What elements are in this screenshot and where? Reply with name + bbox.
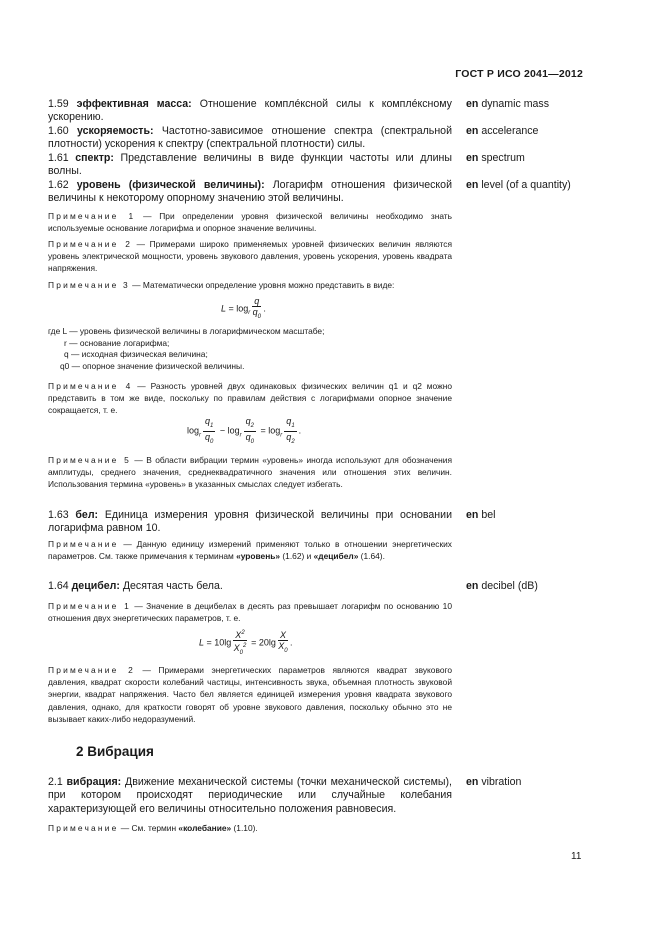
entry-number: 1.63: [48, 509, 69, 521]
section-title: 2 Вибрация: [76, 744, 154, 759]
formula-level-definition: $L = \log_r$ $\frac{q}{q_0}$ .: [221, 296, 266, 320]
entry-1-60: [48, 125, 452, 152]
entry-term: эффективная масса:: [76, 98, 192, 110]
entry-1-63: [48, 509, 452, 536]
en-equivalent-1-60: en accelerance: [466, 125, 539, 137]
en-equivalent-2-1: en vibration: [466, 776, 522, 788]
entry-number: 1.62: [48, 179, 69, 191]
entry-definition: Движение механической системы (точки механической системы), при котором происходят периодические или случайные колебания характеризующей его величины относительно положения равновесия.: [48, 776, 452, 815]
note-1-62-5: Примечание 5 — В области вибрации термин «уровень» иногда используют для обозначения амплитуды, среднего значения, среднеквадратичного значения или отношения этих величин. Использования термина «уровень» в указанных смыслах следует избегать.: [48, 455, 453, 490]
entry-number: 1.64: [48, 580, 69, 592]
entry-term: уровень (физической величины):: [76, 179, 265, 191]
page-number: 11: [571, 851, 582, 862]
entry-definition: Единица измерения уровня физической величины при основании логарифма равном 10.: [48, 509, 452, 535]
entry-term: ускоряемость:: [76, 125, 154, 137]
note-1-62-4: Примечание 4 — Разность уровней двух одинаковых физических величин q1 и q2 можно представить в том же виде, поскольку по правилам действия с логарифмами опорное значение сокращается, т. е.: [48, 381, 452, 416]
note-1-63: Примечание — Данную единицу измерений применяют только в отношении энергетических параметров. См. также примечания к терминам «уровень» (1.62) и «децибел» (1.64).: [48, 539, 452, 562]
en-equivalent-1-64: en decibel (dB): [466, 580, 538, 592]
entry-number: 2.1: [48, 776, 63, 788]
en-equivalent-1-59: en dynamic mass: [466, 98, 550, 110]
entry-1-64: [48, 580, 452, 593]
entry-definition: Логарифм отношения физической величины к некоторому опорному значению этой величины.: [48, 179, 452, 205]
entry-number: 1.61: [48, 152, 69, 164]
entry-number: 1.60: [48, 125, 69, 137]
note-2-1: Примечание — См. термин «колебание» (1.10).: [48, 823, 258, 833]
formula-decibel: L = 10lg $\frac{X^2}{X_0^2}$ = 20lg $\frac{X}{X_0}$ .: [199, 630, 293, 656]
document-header: ГОСТ Р ИСО 2041—2012: [455, 68, 583, 80]
entry-term: спектр:: [75, 152, 114, 164]
en-equivalent-1-61: en spectrum: [466, 152, 525, 164]
entry-2-1: [48, 776, 452, 816]
entry-term: децибел:: [71, 580, 120, 592]
note-1-62-3: Примечание 3 — Математически определение уровня можно представить в виде:: [48, 280, 395, 290]
entry-definition: Представление величины в виде функции частоты или длины волны.: [48, 152, 452, 178]
note-1-62-2: Примечание 2 — Примерами широко применяемых уровней физических величин являются уровень электрической мощности, уровень звукового давления, уровень ускорения, уровень квадрата напряжения.: [48, 239, 452, 274]
entry-definition: Отношение комплéксной силы к комплéксному ускорению.: [48, 98, 452, 124]
entry-term: вибрация:: [66, 776, 122, 788]
entry-definition: Десятая часть бела.: [119, 580, 223, 592]
note-1-64-1: Примечание 1 — Значение в децибелах в десять раз превышает логарифм по основанию 10 отношения двух энергетических параметров, т. е.: [48, 601, 452, 624]
formula-level-difference: $\log_r$ $\frac{q_1}{q_0}$ − $\log_r$ $\frac{q_2}{q_0}$ = $\log_r$ $\frac{q_1}{q_2}$ .: [187, 416, 302, 445]
entry-number: 1.59: [48, 98, 69, 110]
entry-1-59: [48, 98, 452, 125]
entry-1-61: [48, 152, 452, 179]
note-1-62-1: Примечание 1 — При определении уровня физической величины необходимо знать используемые основание логарифма и опорное значение величины.: [48, 211, 453, 234]
note-1-64-2: Примечание 2 — Примерами энергетических параметров являются квадрат звукового давления, квадрат скорости колебаний частицы, интенсивность звука, объемная плотность звуковой энергии, квадрат напряжения. Часто бел является единицей измерения уровня квадрата звукового давления, однако, для краткости говорят об уровне звукового давления, поскольку обычно это не вызывает каких-либо недоразумений.: [48, 665, 453, 724]
entry-definition: Частотно-зависимое отношение спектра (спектральной плотности) ускорения к спектру (спектральной плотности) силы.: [48, 125, 452, 151]
en-equivalent-1-63: en bel: [466, 509, 496, 521]
entry-1-62: [48, 179, 452, 206]
entry-term: бел:: [75, 509, 99, 521]
en-equivalent-1-62: en level (of a quantity): [466, 179, 571, 191]
formula-legend: где L — уровень физической величины в логарифмическом масштабе; r — основание логарифма; q — исходная физическая величина; q0 — опорное значение физической величины.: [48, 326, 325, 371]
